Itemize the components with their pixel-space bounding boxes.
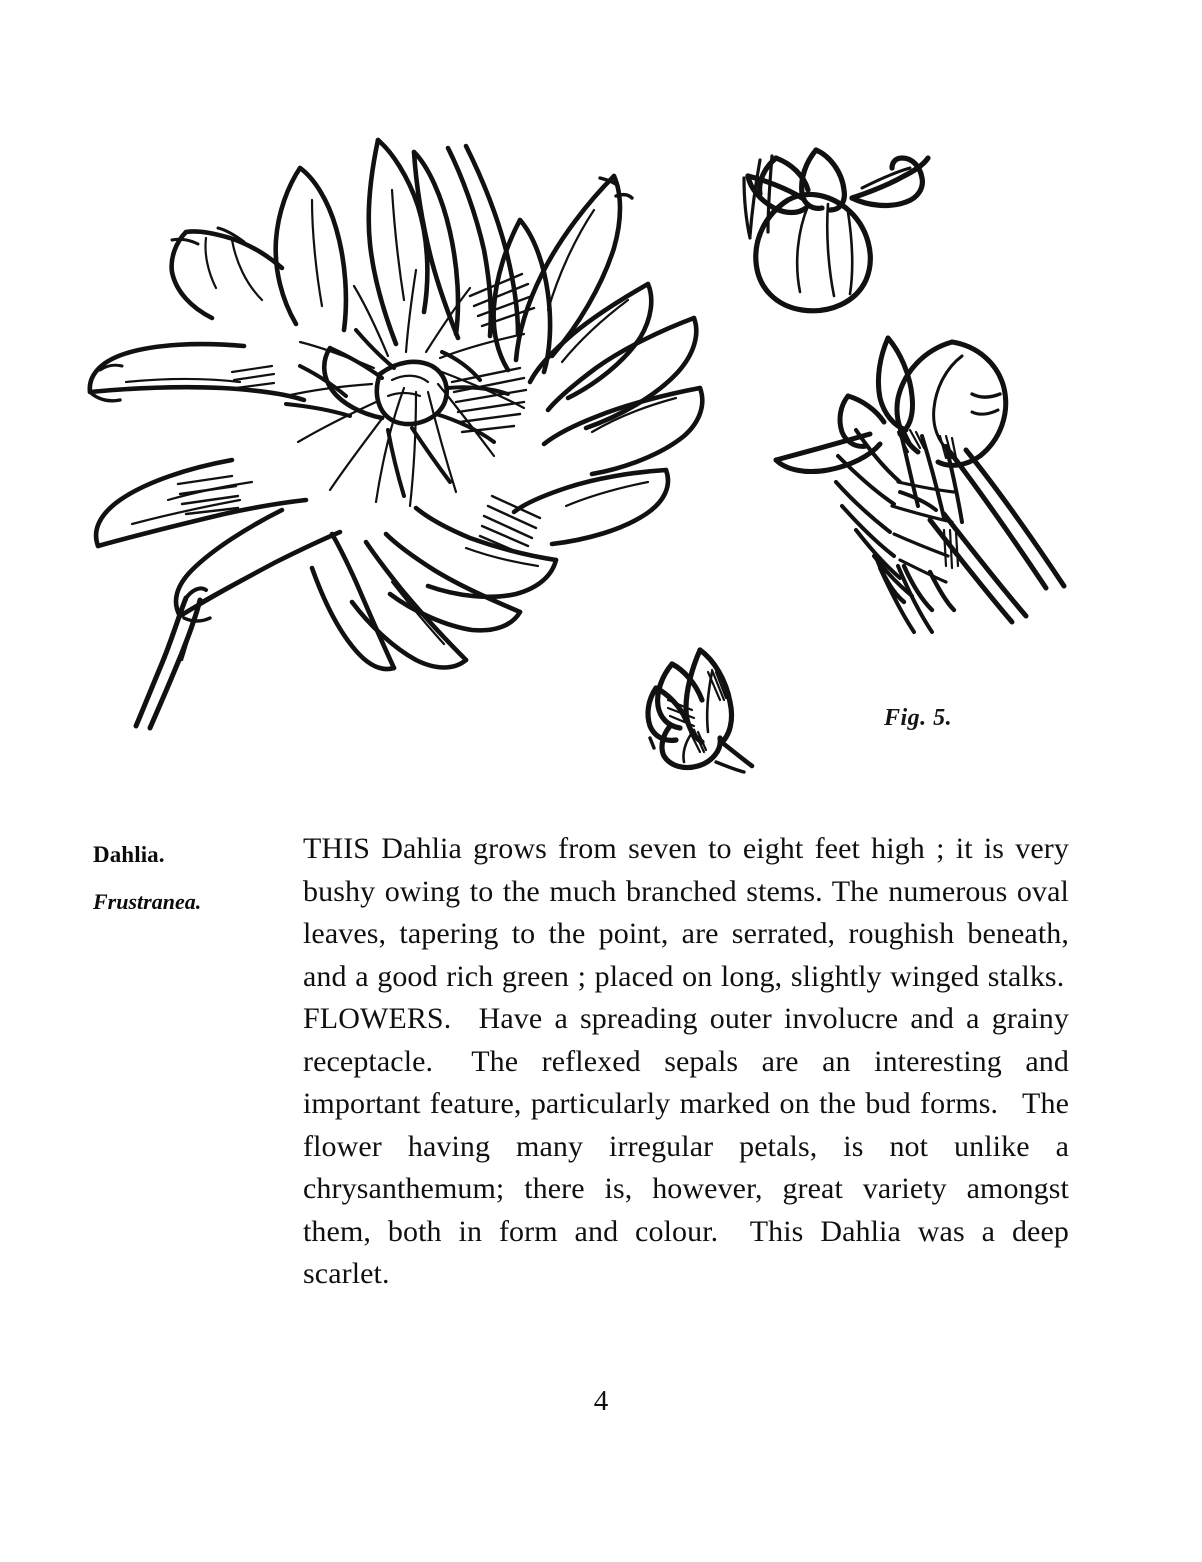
- figure-caption: Fig. 5.: [884, 705, 953, 731]
- opening-bud: [776, 338, 1064, 632]
- marginal-note-species: Frustranea.: [93, 888, 202, 914]
- marginal-note: [93, 838, 283, 918]
- young-bud: [648, 650, 752, 772]
- open-dahlia-flower: [90, 140, 702, 728]
- page-number: 4: [593, 1385, 609, 1417]
- marginal-note-name: Dahlia.: [93, 842, 165, 867]
- body-column: [303, 828, 1069, 1296]
- closed-bud: [744, 150, 928, 311]
- paragraph-flowers: FLOWERS. Have a spreading outer involucre and a grainy receptacle. The reflexed sepals are an interesting and important feature, particularly marked on the bud forms. The flower having many irregular petals, is not unlike a chrysanthemum; there is, however, great variety amongst them, both in form and colour. This Dahlia was a deep scarlet.: [303, 1002, 1069, 1290]
- paragraph-description: THIS Dahlia grows from seven to eight feet high ; it is very bushy owing to the much branched stems. The numerous oval leaves, tapering to the point, are serrated, roughish beneath, and a good rich green ; placed on long, slightly winged stalks.: [303, 832, 1069, 993]
